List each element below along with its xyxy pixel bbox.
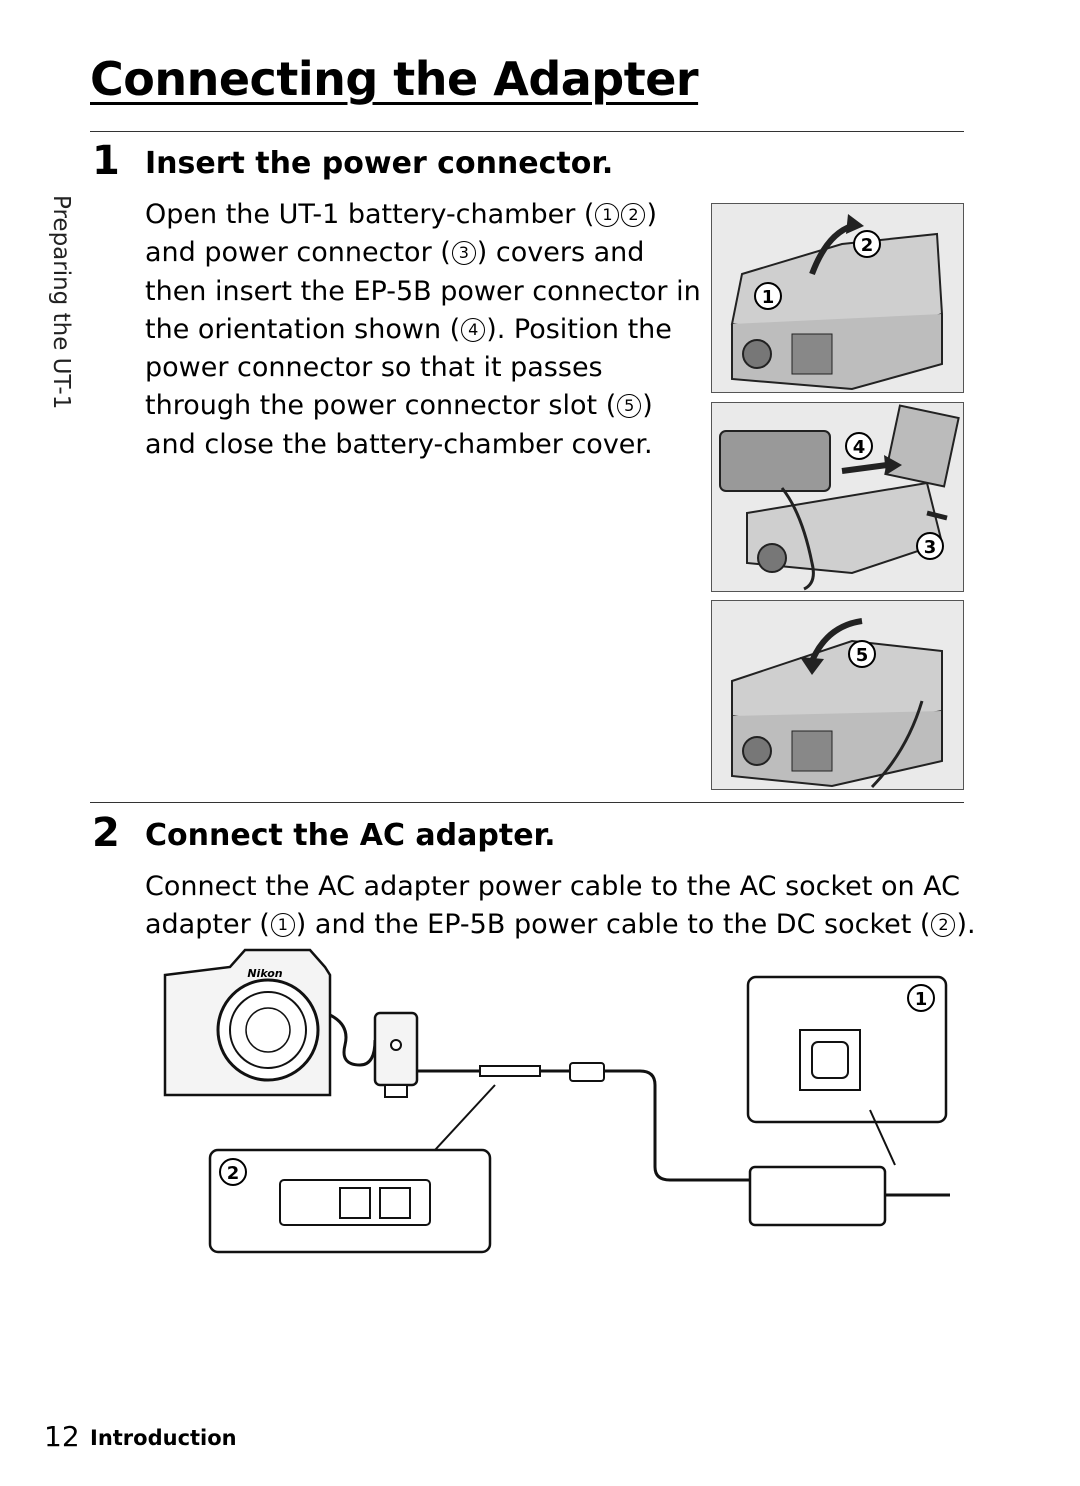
diagram-label-3: 3 bbox=[923, 537, 937, 558]
diagram-label-4: 4 bbox=[852, 437, 866, 458]
ferrite-core bbox=[570, 1063, 604, 1081]
camera-illustration bbox=[165, 950, 375, 1095]
callout-4: 4 bbox=[461, 318, 485, 342]
diagram-label-1: 1 bbox=[761, 287, 775, 308]
section-name: Introduction bbox=[90, 1426, 237, 1450]
step-2-line-1: Connect the AC adapter power cable to the AC socket on AC bbox=[145, 871, 961, 902]
callout-1: 1 bbox=[595, 203, 619, 227]
step-1-line-6: through the power connector slot ( 5 ) bbox=[145, 390, 653, 422]
ac-socket-detail bbox=[748, 977, 946, 1165]
callout-2: 2 bbox=[621, 203, 645, 227]
step-1-line-7: and close the battery-chamber cover. bbox=[145, 428, 653, 460]
illustration-ac-adapter-connection bbox=[150, 945, 960, 1260]
divider-middle bbox=[90, 802, 964, 803]
step-1-line-3: then insert the EP-5B power connector in bbox=[145, 275, 701, 307]
step-1-line-4: the orientation shown ( 4 ). Position the bbox=[145, 313, 672, 345]
illustration-insert-power-connector bbox=[711, 402, 964, 592]
step-1-heading: Insert the power connector. bbox=[145, 146, 614, 181]
connector-illustration bbox=[480, 1066, 540, 1076]
dc-socket-detail bbox=[210, 1085, 495, 1252]
sidebar-chapter-label bbox=[40, 195, 80, 425]
sidebar-label-text: Preparing the UT-1 bbox=[48, 195, 74, 410]
step-2-heading: Connect the AC adapter. bbox=[145, 818, 556, 853]
diagram-label-5: 5 bbox=[855, 645, 869, 666]
callout-5: 5 bbox=[617, 394, 641, 418]
step-1-line-1: Open the UT-1 battery-chamber ( 1 2 ) bbox=[145, 199, 658, 230]
ut1-unit-illustration bbox=[375, 1013, 417, 1097]
step-1-line-5: power connector so that it passes bbox=[145, 352, 603, 384]
diagram-label-ac-1: 1 bbox=[914, 989, 928, 1010]
diagram-label-ac-2: 2 bbox=[226, 1163, 240, 1184]
step-1-body bbox=[145, 196, 701, 464]
illustration-open-battery-chamber bbox=[711, 203, 964, 393]
page-title: Connecting the Adapter bbox=[90, 52, 699, 106]
step-1-line-2: and power connector ( 3 ) covers and bbox=[145, 237, 645, 269]
step-1-number: 1 bbox=[92, 138, 120, 184]
callout-3: 3 bbox=[452, 241, 476, 265]
callout-ac-2: 2 bbox=[931, 913, 955, 937]
page-number: 12 bbox=[44, 1420, 80, 1453]
ac-adapter-illustration bbox=[750, 1167, 885, 1225]
step-2-line-2: adapter ( 1 ) and the EP-5B power cable to the DC socket ( 2 ). bbox=[145, 909, 976, 941]
camera-brand: Nikon bbox=[247, 967, 283, 980]
callout-ac-1: 1 bbox=[271, 913, 295, 937]
step-2-number: 2 bbox=[92, 810, 120, 856]
step-2-body bbox=[145, 868, 995, 945]
illustration-close-battery-chamber bbox=[711, 600, 964, 790]
divider-top bbox=[90, 131, 964, 132]
diagram-label-2: 2 bbox=[860, 235, 874, 256]
